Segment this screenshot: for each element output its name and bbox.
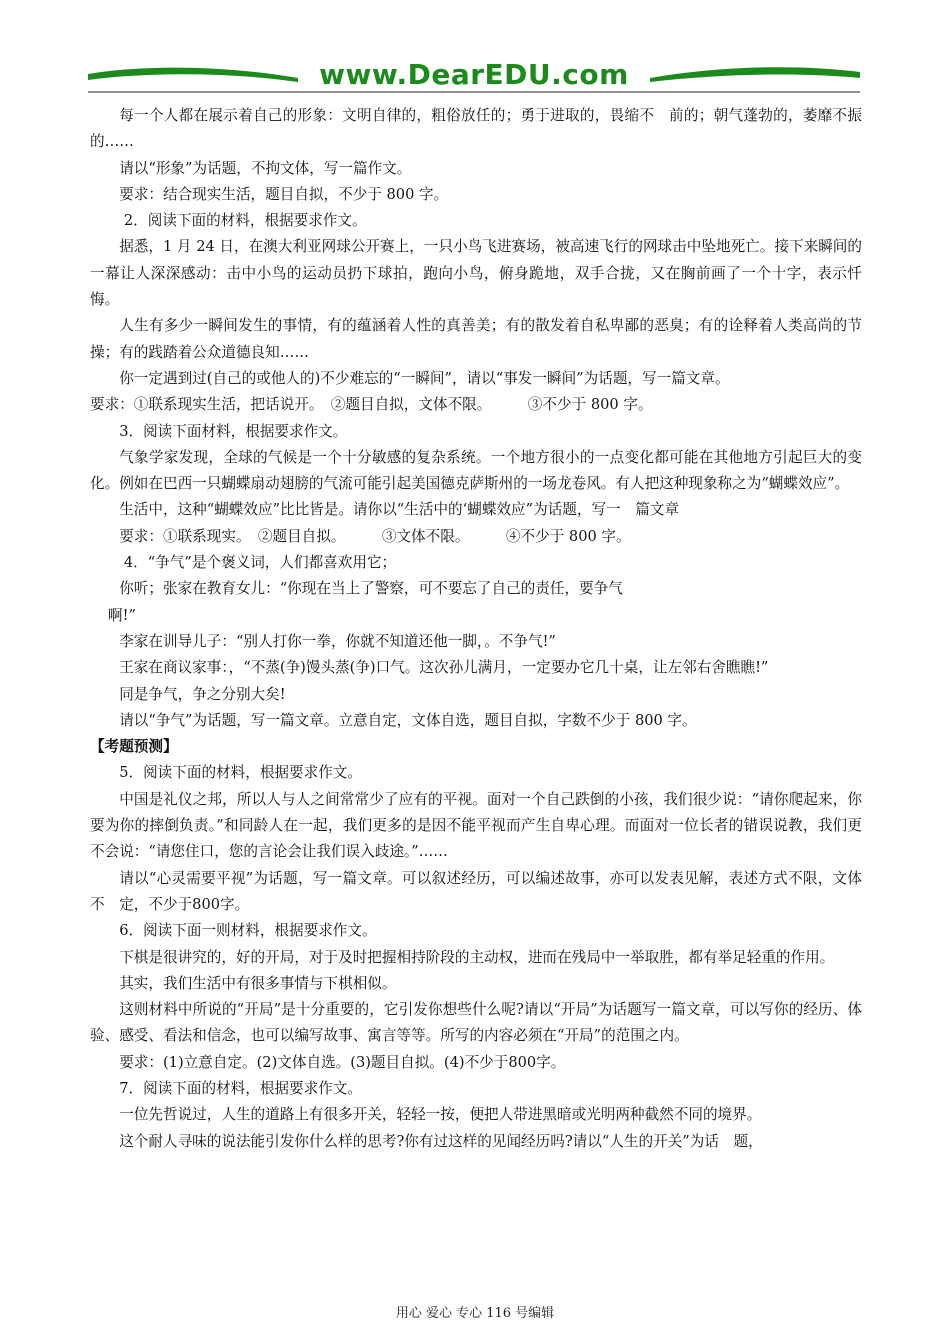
paragraph: 你一定遇到过(自己的或他人的)不少难忘的“一瞬间”，请以“事发一瞬间”为话题，写一篇文章。 xyxy=(119,369,730,387)
paragraph: 你听；张家在教育女儿：“你现在当上了警察，可不要忘了自己的责任，要争气 xyxy=(119,580,623,598)
requirements: 要求：①联系现实。 ②题目自拟。 ③文体不限。 ④不少于 800 字。 xyxy=(119,527,631,545)
paragraph: 其实，我们生活中有很多事情与下棋相似。 xyxy=(119,974,397,992)
paragraph: 生活中，这种“蝴蝶效应”比比皆是。请你以“生活中的‘蝴蝶效应”为话题，写一 篇文章 xyxy=(119,501,680,519)
paragraph: 请以“心灵需要平视”为话题，写一篇文章。可以叙述经历，可以编述故事，亦可以发表见解，表述方式不限，文体不 定，不少于800字。 xyxy=(90,869,862,913)
paragraph: 请以“争气”为话题，写一篇文章。立意自定，文体自选，题目自拟，字数不少于 800 字。 xyxy=(119,711,697,729)
paragraph: 据悉，1 月 24 日，在澳大利亚网球公开赛上，一只小鸟飞进赛场，被高速飞行的网球击中坠地死亡。接下来瞬间的一幕让人深深感动：击中小鸟的运动员扔下球拍，跑向小鸟，俯身跪地，双手合拢，又在胸前画了一个十字，表示忏悔。 xyxy=(90,238,862,309)
paragraph: 气象学家发现，全球的气候是一个十分敏感的复杂系统。一个地方很小的一点变化都可能在其他地方引起巨大的变化。例如在巴西一只蝴蝶扇动翅膀的气流可能引起美国德克萨斯州的一场龙卷风。有人把这种现象称之为“蝴蝶效应”。 xyxy=(90,448,862,493)
paragraph: 李家在训导儿子：“别人打你一拳，你就不知道还他一脚，。不争气!” xyxy=(119,632,556,650)
paragraph: 啊!” xyxy=(108,606,136,624)
requirements: 要求：(1)立意自定。(2)文体自选。(3)题目自拟。(4)不少于800字。 xyxy=(119,1053,566,1071)
site-header xyxy=(88,58,860,94)
paragraph: 请以“形象”为话题，不拘文体，写一篇作文。 xyxy=(119,159,412,177)
paragraph: 下棋是很讲究的，好的开局，对于及时把握相持阶段的主动权，进而在残局中一举取胜，都有举足轻重的作用。 xyxy=(119,948,835,966)
paragraph: 人生有多少一瞬间发生的事情，有的蕴涵着人性的真善美；有的散发着自私卑鄙的恶臭；有的诠释着人类高尚的节操；有的践踏着公众道德良知…… xyxy=(90,317,862,361)
paragraph: 中国是礼仪之邦，所以人与人之间常常少了应有的平视。面对一个自己跌倒的小孩，我们很少说：“请你爬起来，你要为你的摔倒负责。”和同龄人在一起，我们更多的是因不能平视而产生自卑心理。而面对一位长者的错误说教，我们更不会说：“请您住口，您的言论会让我们误入歧途。”…… xyxy=(90,790,862,861)
question-title: 6．阅读下面一则材料，根据要求作文。 xyxy=(119,922,377,940)
paragraph: 同是争气，争之分别大矣! xyxy=(119,685,286,703)
question-title: 4．“争气”是个褒义词，人们都喜欢用它； xyxy=(119,554,397,572)
page-footer: 用心 爱心 专心 116 号编辑 xyxy=(395,1306,555,1321)
question-title: 3．阅读下面材料，根据要求作文。 xyxy=(119,422,348,440)
section-heading: 【考题预测】 xyxy=(90,738,178,756)
paragraph: 这个耐人寻味的说法能引发你什么样的思考?你有过这样的见闻经历吗?请以“人生的开关”为话 题， xyxy=(119,1132,763,1150)
requirements: 要求：①联系现实生活，把话说开。 ②题目自拟，文体不限。 ③不少于 800 字。 xyxy=(90,396,653,414)
document-body xyxy=(90,103,862,1155)
question-title: 2．阅读下面的材料，根据要求作文。 xyxy=(119,212,367,230)
paragraph: 要求：结合现实生活，题目自拟，不少于 800 字。 xyxy=(119,185,449,203)
paragraph: 这则材料中所说的“开局”是十分重要的，它引发你想些什么呢?请以“开局”为话题写一篇文章，可以写你的经历、体验、感受、看法和信念，也可以编写故事、寓言等等。所写的内容必须在“开局”的范围之内。 xyxy=(90,1001,862,1045)
question-title: 7．阅读下面的材料，根据要求作文。 xyxy=(119,1079,362,1097)
paragraph: 王家在商议家事：，“不蒸(争)馒头蒸(争)口气。这次孙儿满月，一定要办它几十桌，让左邻右舍瞧瞧!” xyxy=(119,659,769,677)
paragraph: 每一个人都在展示着自己的形象：文明自律的，粗俗放任的；勇于进取的，畏缩不 前的；朝气蓬勃的，萎靡不振的…… xyxy=(90,107,862,151)
site-logo[interactable]: www.DearEDU.com xyxy=(319,58,629,91)
paragraph: 一位先哲说过，人生的道路上有很多开关，轻轻一按，便把人带进黑暗或光明两种截然不同的境界。 xyxy=(119,1106,762,1124)
question-title: 5．阅读下面的材料，根据要求作文。 xyxy=(119,764,362,782)
